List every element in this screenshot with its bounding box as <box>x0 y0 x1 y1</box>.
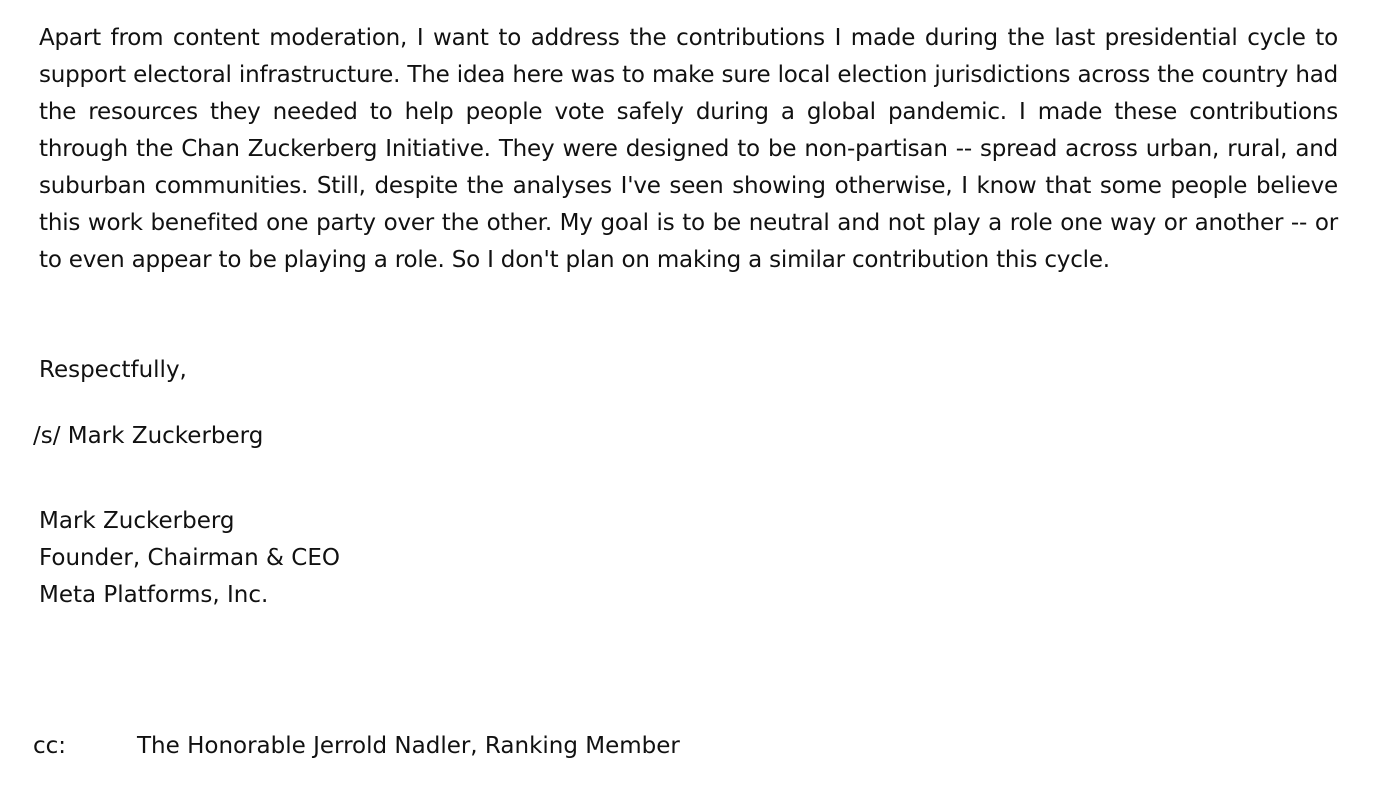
letter-closing: Respectfully, <box>39 357 187 383</box>
signer-name: Mark Zuckerberg <box>39 508 235 534</box>
signer-title: Founder, Chairman & CEO <box>39 545 340 571</box>
cc-line <box>33 728 680 765</box>
signature-block <box>39 503 340 614</box>
signer-company: Meta Platforms, Inc. <box>39 582 269 608</box>
signature-line: /s/ Mark Zuckerberg <box>33 423 264 449</box>
cc-recipient: The Honorable Jerrold Nadler, Ranking Member <box>137 733 680 759</box>
cc-label: cc: <box>33 733 67 759</box>
letter-body-paragraph: Apart from content moderation, I want to address the contributions I made during the last presidential cycle to support electoral infrastructure. The idea here was to make sure local election jurisdictions across the country had the resources they needed to help people vote safely during a global pandemic. I made these contributions through the Chan Zuckerberg Initiative. They were designed to be non-partisan -- spread across urban, rural, and suburban communities. Still, despite the analyses I've seen showing otherwise, I know that some people believe this work benefited one party over the other. My goal is to be neutral and not play a role one way or another -- or to even appear to be playing a role. So I don't plan on making a similar contribution this cycle. <box>39 25 1338 273</box>
